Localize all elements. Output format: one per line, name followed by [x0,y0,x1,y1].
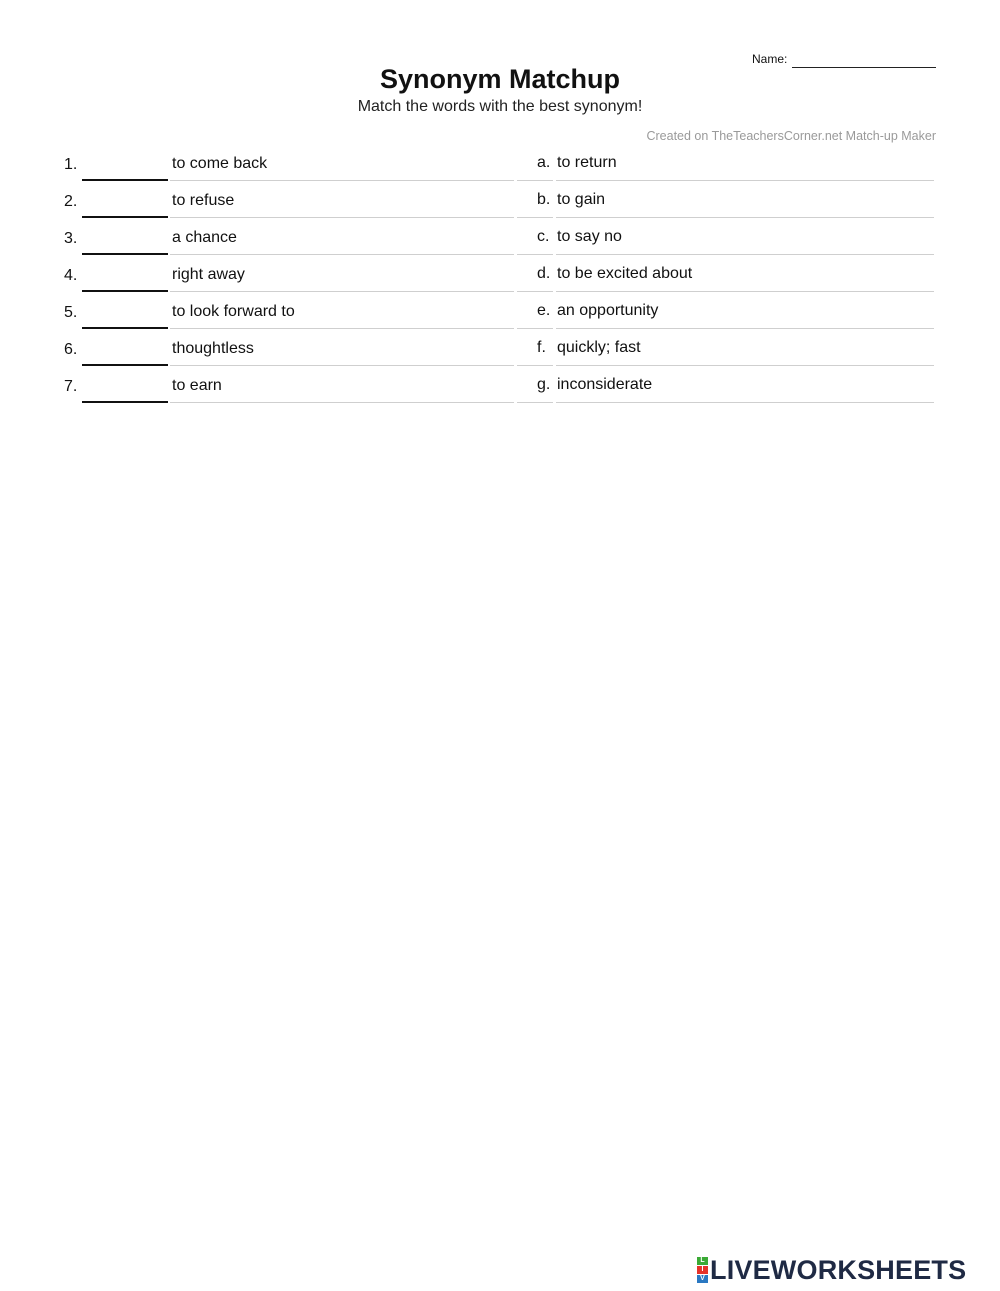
item-number: 1. [64,156,78,173]
row-divider [556,402,934,403]
answer-blank[interactable] [82,253,168,255]
answer-blank[interactable] [82,364,168,366]
item-number: 5. [64,304,78,321]
word-term: to refuse [172,192,235,209]
answer-blank[interactable] [82,401,168,403]
row-divider [170,217,514,218]
credit-text: Created on TheTeachersCorner.net Match-up Maker [646,129,936,143]
synonym-option: quickly; fast [557,339,641,356]
logo-blocks-icon [697,1257,708,1283]
row-divider [170,402,514,403]
item-number: 2. [64,193,78,210]
match-row [0,293,1000,330]
option-letter: f. [537,339,546,356]
row-divider [556,254,934,255]
option-letter: e. [537,302,551,319]
row-divider [556,365,934,366]
logo-block: V [697,1275,708,1283]
answer-blank[interactable] [82,216,168,218]
row-divider [556,217,934,218]
answer-blank[interactable] [82,290,168,292]
row-divider [517,217,553,218]
row-divider [170,365,514,366]
name-label: Name: [752,52,788,66]
match-row [0,182,1000,219]
word-term: to earn [172,377,222,394]
option-letter: d. [537,265,551,282]
option-letter: b. [537,191,551,208]
item-number: 6. [64,341,78,358]
instructions: Match the words with the best synonym! [357,98,643,115]
page-title: Synonym Matchup [379,64,621,94]
row-divider [170,180,514,181]
row-divider [517,328,553,329]
row-divider [517,291,553,292]
row-divider [170,291,514,292]
match-list [0,145,1000,404]
word-term: to come back [172,155,268,172]
liveworksheets-logo [697,1255,966,1285]
logo-text: LIVEWORKSHEETS [710,1254,967,1285]
logo-block: I [697,1266,708,1274]
match-row [0,367,1000,404]
row-divider [517,365,553,366]
row-divider [517,254,553,255]
match-row [0,145,1000,182]
row-divider [517,180,553,181]
row-divider [170,254,514,255]
word-term: a chance [172,229,237,246]
answer-blank[interactable] [82,179,168,181]
row-divider [517,402,553,403]
option-letter: g. [537,376,551,393]
synonym-option: an opportunity [557,302,659,319]
row-divider [556,328,934,329]
synonym-option: to gain [557,191,606,208]
option-letter: a. [537,154,551,171]
synonym-option: to say no [557,228,622,245]
answer-blank[interactable] [82,327,168,329]
row-divider [170,328,514,329]
row-divider [556,180,934,181]
option-letter: c. [537,228,550,245]
logo-block: L [697,1257,708,1265]
word-term: thoughtless [172,340,254,357]
match-row [0,256,1000,293]
item-number: 4. [64,267,78,284]
match-row [0,330,1000,367]
word-term: right away [172,266,245,283]
word-term: to look forward to [172,303,295,320]
item-number: 7. [64,378,78,395]
synonym-option: to be excited about [557,265,693,282]
item-number: 3. [64,230,78,247]
synonym-option: inconsiderate [557,376,653,393]
row-divider [556,291,934,292]
match-row [0,219,1000,256]
synonym-option: to return [557,154,617,171]
